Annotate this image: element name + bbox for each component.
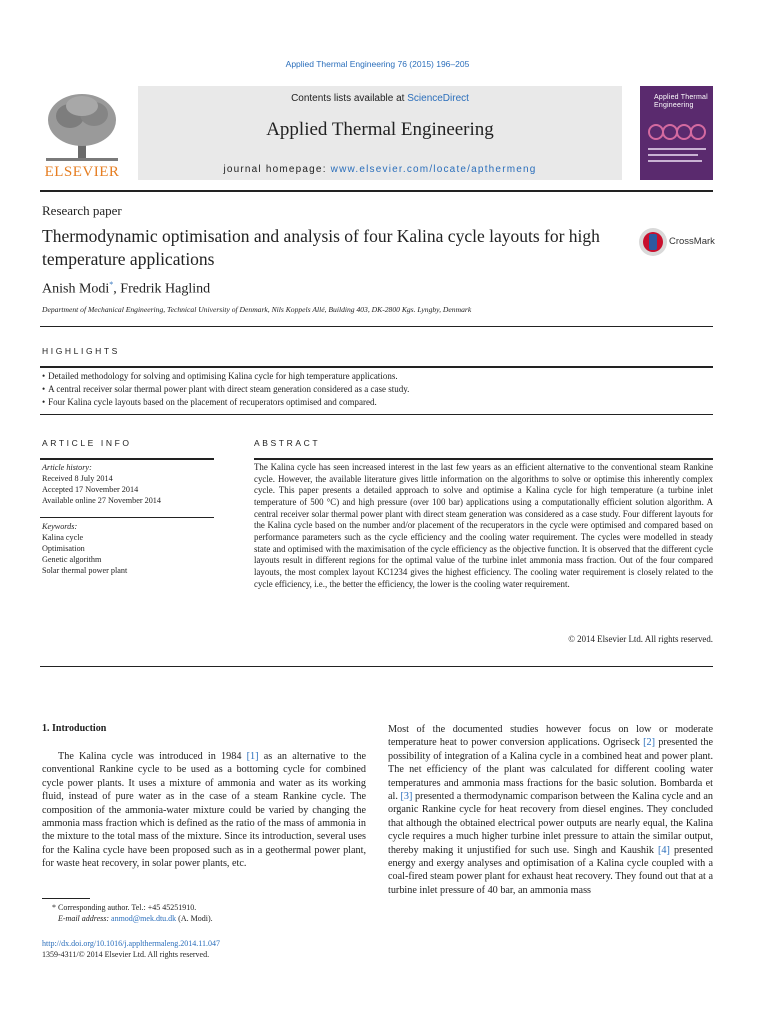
elsevier-wordmark: ELSEVIER: [44, 164, 120, 180]
email-label: E-mail address:: [58, 914, 112, 923]
history-label: Article history:: [42, 463, 92, 472]
article-type: Research paper: [42, 203, 122, 218]
doi-link[interactable]: http://dx.doi.org/10.1016/j.applthermaleng.2014.11.047: [42, 939, 220, 948]
citation-link[interactable]: [3]: [400, 791, 413, 803]
intro-paragraph: The Kalina cycle was introduced in 1984 [1] as an alternative to the conventional Rankine cycle to be used as a bottoming cycle for combined cycle power plants. It uses a mixture of ammonia and water as its working fluid, instead of pure water as in the case of a steam Rankine cycle. The composition of the ammonia-water mixture could be varied by changing the ammonia mass fraction which is defined as the ratio of the mass of ammonia in the mixture to the total mass of the mixture. Since its introduction, several uses for the Kalina cycle have been proposed such as in a geothermal power plant, for waste heat recovery, in solar power plants, etc.: [42, 751, 366, 870]
journal-title: Applied Thermal Engineering: [266, 119, 494, 140]
divider: [40, 366, 713, 368]
keyword: Solar thermal power plant: [42, 566, 128, 575]
homepage-link[interactable]: www.elsevier.com/locate/apthermeng: [330, 164, 537, 175]
highlight-item: • Detailed methodology for solving and optimising Kalina cycle for high temperature applications.: [42, 370, 712, 383]
cover-line: [648, 148, 706, 150]
citation-link[interactable]: [4]: [658, 844, 670, 856]
keywords-label: Keywords:: [42, 522, 78, 531]
email-link[interactable]: anmod@mek.dtu.dk: [111, 914, 177, 923]
doi-block: [42, 938, 366, 960]
highlights-list: [42, 370, 712, 409]
citation-link[interactable]: [1]: [246, 751, 259, 762]
email-suffix: (A. Modi).: [176, 914, 213, 923]
cover-rings-icon: [646, 122, 708, 142]
history-accepted: Accepted 17 November 2014: [42, 485, 139, 494]
highlights-heading: HIGHLIGHTS: [42, 346, 120, 356]
crossmark-badge[interactable]: [638, 227, 718, 259]
article-history: [42, 462, 214, 506]
divider: [40, 414, 713, 415]
keyword: Kalina cycle: [42, 533, 84, 542]
footnote-mark: *: [52, 903, 56, 912]
homepage-line: [138, 164, 622, 175]
footnote-corresponding: Corresponding author. Tel.: +45 45251910.: [56, 903, 197, 912]
elsevier-logo: [40, 88, 124, 180]
contents-prefix: Contents lists available at: [291, 93, 408, 104]
corresponding-author-mark[interactable]: *: [109, 280, 114, 289]
article-title: Thermodynamic optimisation and analysis of four Kalina cycle layouts for high temperature applications: [42, 226, 600, 269]
journal-cover-image: [640, 86, 713, 180]
issn-line: 1359-4311/© 2014 Elsevier Ltd. All rights reserved.: [42, 950, 210, 959]
author-list: [42, 280, 210, 298]
divider: [40, 458, 214, 460]
cover-line: [648, 160, 702, 162]
homepage-prefix: journal homepage:: [223, 164, 331, 175]
history-online: Available online 27 November 2014: [42, 496, 161, 505]
history-received: Received 8 July 2014: [42, 474, 113, 483]
divider: [40, 666, 713, 667]
author-name[interactable]: Anish Modi: [42, 281, 110, 297]
crossmark-label: CrossMark: [669, 236, 715, 247]
keyword: Optimisation: [42, 544, 85, 553]
affiliation: Department of Mechanical Engineering, Technical University of Denmark, Nils Koppels Allé, Building 403, DK-2800 Kgs. Lyngby, Denmark: [42, 305, 472, 314]
author-name[interactable]: Fredrik Haglind: [120, 281, 211, 297]
article-info-heading: ARTICLE INFO: [42, 438, 132, 448]
keywords: [42, 521, 214, 576]
intro-paragraph-continued: Most of the documented studies however focus on low or moderate temperature heat to power conversion applications. Ogriseck [2] presented the possibility of integration of a Kalina cycle in a combined heat and power plant. The net efficiency of the plant was calculated for different cooling water temperatures and ammonia mass fractions for the basic solution. Bombarda et al. [3] presented a thermodynamic comparison between the Kalina cycle and an organic Rankine cycle for heat recovery from diesel engines. They concluded that although the obtained electrical power outputs are nearly equal, the Kalina cycle requires a much higher turbine inlet pressure to attain the similar output, thereby making it unjustified for such use. Singh and Kaushik [4] presented energy and exergy analyses and optimisation of a Kalina cycle coupled with a coal-fired steam power plant for exhaust heat recovery. They found out that at a turbine inlet pressure of 40 bar, an ammonia mass: [388, 724, 713, 896]
divider: [40, 517, 214, 518]
cover-line: [648, 154, 698, 156]
cover-title: Applied Thermal Engineering: [654, 94, 708, 109]
crossmark-icon: [638, 227, 668, 257]
contents-line: [138, 93, 622, 104]
abstract-copyright: © 2014 Elsevier Ltd. All rights reserved.: [568, 634, 713, 644]
abstract-heading: ABSTRACT: [254, 438, 321, 448]
abstract-text: The Kalina cycle has seen increased interest in the last few years as an efficient alternative to the conventional steam Rankine cycle. However, the available literature gives little information on the algorithms to solve or optimise this inherently complex cycle. This paper presents a detailed approach to solve and optimise a Kalina cycle for high temperature (a turbine inlet temperature of 500 °C) and high pressure (over 100 bar) applications using a computationally efficient solution algorithm. A central receiver solar thermal power plant with direct steam generation was considered as a case study. Four different layouts for the Kalina cycle based on the number and/or placement of the recuperators in the cycle were optimised and compared based on performance parameters such as the cycle efficiency and the cooling water requirement. The cycles were modelled in steady state and optimised with the maximisation of the cycle efficiency as the objective function. It is observed that the different cycle layouts result in different regions for the optimal value of the turbine inlet ammonia mass fraction. Out of the four compared layouts, the most complex layout KC1234 gives the highest efficiency. The cooling water requirement is closely related to the cycle efficiency, i.e., the better the efficiency, the lower is the cooling water requirement.: [254, 462, 713, 589]
section-heading-introduction: 1. Introduction: [42, 723, 107, 734]
keyword: Genetic algorithm: [42, 555, 102, 564]
highlight-item: • Four Kalina cycle layouts based on the placement of recuperators optimised and compared.: [42, 396, 712, 409]
highlight-item: • A central receiver solar thermal power plant with direct steam generation considered as a case study.: [42, 383, 712, 396]
divider: [40, 326, 713, 327]
author-separator: ,: [113, 281, 121, 297]
sciencedirect-link[interactable]: ScienceDirect: [407, 93, 469, 104]
footnote: [42, 902, 366, 924]
header-divider: [40, 190, 713, 192]
citation-link[interactable]: [2]: [643, 737, 655, 749]
divider: [254, 458, 713, 460]
journal-reference-link[interactable]: Applied Thermal Engineering 76 (2015) 196–205: [285, 59, 470, 69]
footnote-divider: [42, 898, 90, 899]
journal-masthead: [138, 86, 622, 180]
